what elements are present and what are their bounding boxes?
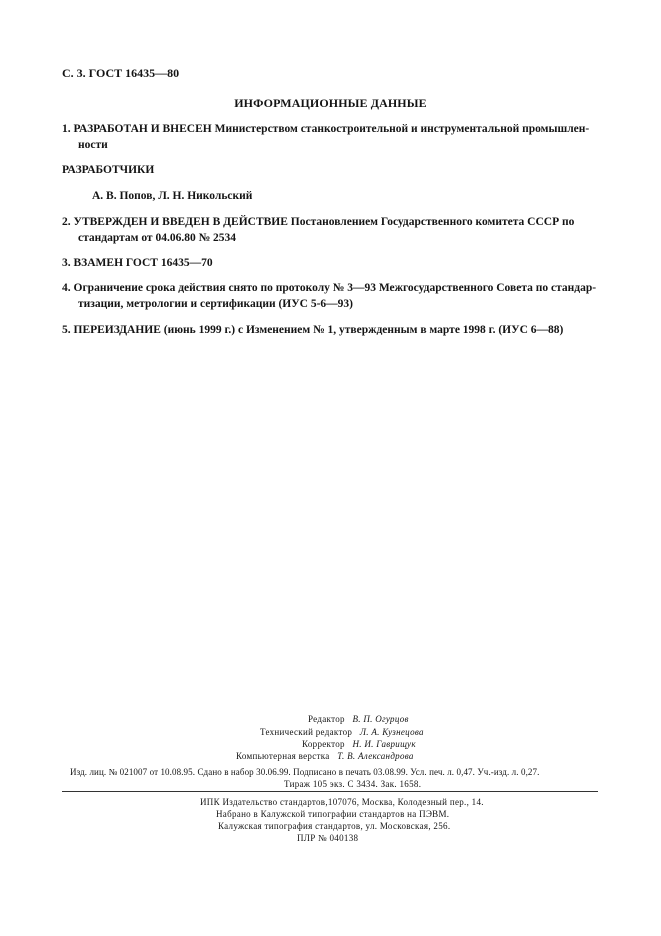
publisher-line-3: Калужская типография стандартов, ул. Московская, 256. xyxy=(218,821,451,831)
layout-name: Т. В. Александрова xyxy=(337,751,414,761)
layout-label: Компьютерная верстка xyxy=(236,751,330,761)
developers-heading: РАЗРАБОТЧИКИ xyxy=(62,164,155,176)
editor-name: В. П. Огурцов xyxy=(352,714,409,724)
item-2-line-1: 2. УТВЕРЖДЕН И ВВЕДЕН В ДЕЙСТВИЕ Постановлением Государственного комитета СССР по xyxy=(62,216,575,228)
editor-line xyxy=(308,714,409,724)
developers-names: А. В. Попов, Л. Н. Никольский xyxy=(92,190,253,202)
item-3: 3. ВЗАМЕН ГОСТ 16435—70 xyxy=(62,257,213,269)
proofreader-line xyxy=(302,739,416,749)
divider-rule xyxy=(62,791,598,792)
item-1-line-2: ности xyxy=(78,139,108,151)
page-title: ИНФОРМАЦИОННЫЕ ДАННЫЕ xyxy=(234,96,427,110)
item-4-line-2: тизации, метрологии и сертификации (ИУС 5-6—93) xyxy=(78,298,354,310)
print-info-line-1: Изд. лиц. № 021007 от 10.08.95. Сдано в набор 30.06.99. Подписано в печать 03.08.99. Усл. печ. л. 0,47. Уч.-изд. л. 0,27. xyxy=(70,767,540,777)
publisher-line-4: ПЛР № 040138 xyxy=(297,833,359,843)
tech-editor-name: Л. А. Кузнецова xyxy=(359,727,424,737)
item-2-line-2: стандартам от 04.06.80 № 2534 xyxy=(78,232,237,244)
proofreader-name: Н. И. Гаврищук xyxy=(352,739,416,749)
item-5: 5. ПЕРЕИЗДАНИЕ (июнь 1999 г.) с Изменением № 1, утвержденным в марте 1998 г. (ИУС 6—88) xyxy=(62,324,564,336)
item-4-line-1: 4. Ограничение срока действия снято по протоколу № 3—93 Межгосударственного Совета по стандар- xyxy=(62,282,597,294)
publisher-line-2: Набрано в Калужской типографии стандартов на ПЭВМ. xyxy=(216,809,450,819)
publisher-line-1: ИПК Издательство стандартов,107076, Москва, Колодезный пер., 14. xyxy=(200,797,484,807)
layout-line xyxy=(236,751,414,761)
print-info-line-2: Тираж 105 экз. С 3434. Зак. 1658. xyxy=(284,779,422,789)
item-1-line-1: 1. РАЗРАБОТАН И ВНЕСЕН Министерством станкостроительной и инструментальной промышлен- xyxy=(62,123,590,135)
tech-editor-label: Технический редактор xyxy=(260,727,353,737)
tech-editor-line xyxy=(260,727,424,737)
page-header: С. 3. ГОСТ 16435—80 xyxy=(62,66,180,80)
proofreader-label: Корректор xyxy=(302,739,345,749)
editor-label: Редактор xyxy=(308,714,345,724)
